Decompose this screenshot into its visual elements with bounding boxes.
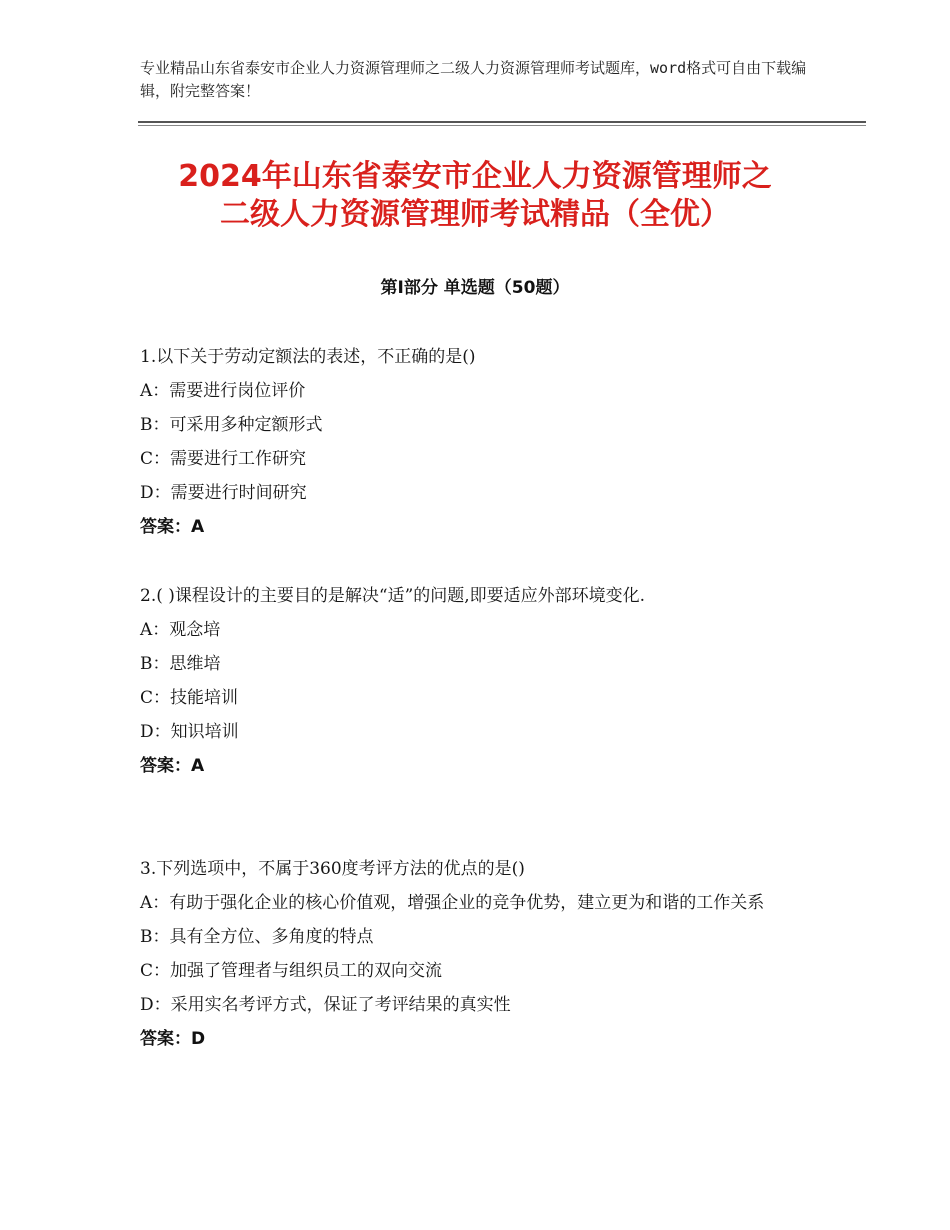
- option-d: D：采用实名考评方式，保证了考评结果的真实性: [140, 995, 511, 1015]
- answer: 答案：D: [140, 1029, 206, 1049]
- title-line-1: 2024年山东省泰安市企业人力资源管理师之: [178, 159, 772, 194]
- document-title: [60, 158, 890, 234]
- option-c: C：技能培训: [140, 688, 239, 708]
- question-3: [140, 852, 820, 1056]
- header-divider-thick: [138, 121, 866, 123]
- question-stem: 2.( )课程设计的主要目的是解决“适”的问题,即要适应外部环境变化.: [140, 586, 646, 606]
- question-stem: 3.下列选项中，不属于360度考评方法的优点的是(): [140, 859, 525, 879]
- option-d: D：需要进行时间研究: [140, 483, 307, 503]
- option-b: B：具有全方位、多角度的特点: [140, 927, 374, 947]
- header-divider-thin: [138, 125, 866, 126]
- option-c: C：加强了管理者与组织员工的双向交流: [140, 961, 443, 981]
- option-d: D：知识培训: [140, 722, 239, 742]
- option-b: B：可采用多种定额形式: [140, 415, 323, 435]
- option-c: C：需要进行工作研究: [140, 449, 307, 469]
- title-line-2: 二级人力资源管理师考试精品（全优）: [220, 197, 730, 232]
- header-note: 专业精品山东省泰安市企业人力资源管理师之二级人力资源管理师考试题库，word格式可自由下载编辑，附完整答案！: [140, 59, 807, 100]
- option-b: B：思维培: [140, 654, 221, 674]
- question-1: [140, 340, 820, 544]
- section-heading: 第I部分 单选题（50题）: [380, 278, 570, 298]
- question-2: [140, 579, 820, 783]
- option-a: A：需要进行岗位评价: [140, 381, 306, 401]
- option-a: A：观念培: [140, 620, 221, 640]
- answer: 答案：A: [140, 756, 205, 776]
- question-stem: 1.以下关于劳动定额法的表述，不正确的是(): [140, 347, 476, 367]
- option-a: A：有助于强化企业的核心价值观，增强企业的竞争优势，建立更为和谐的工作关系: [140, 893, 765, 913]
- answer: 答案：A: [140, 517, 205, 537]
